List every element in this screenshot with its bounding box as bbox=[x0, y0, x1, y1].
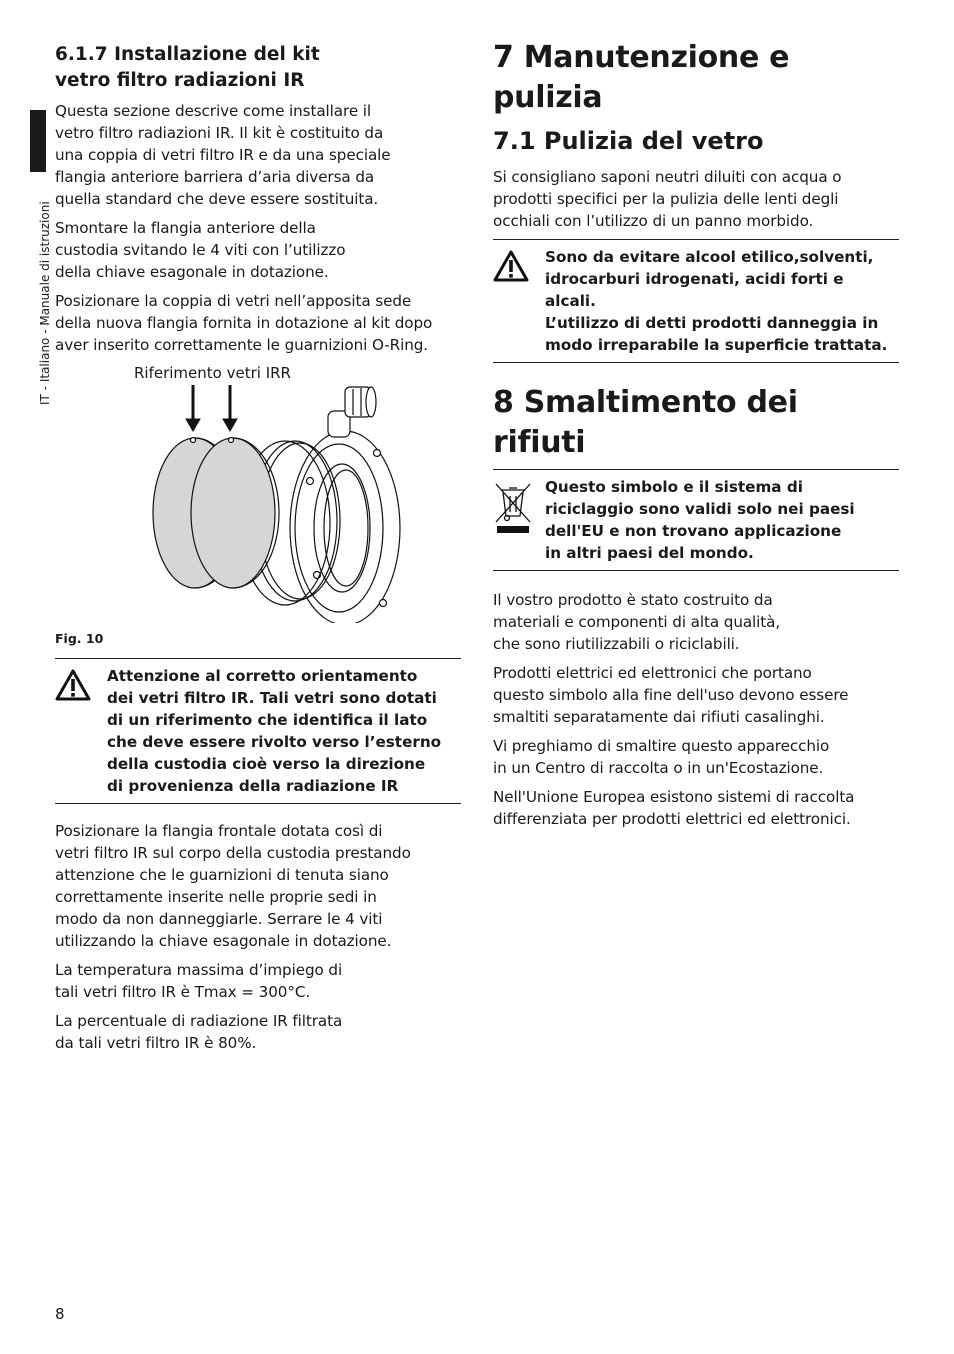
warning-triangle-icon bbox=[55, 665, 107, 705]
right-column bbox=[493, 38, 899, 837]
warning-text: Sono da evitare alcool etilico,solventi, idrocarburi idrogenati, acidi forti e alcali. L’utilizzo di detti prodotti danneggia in modo irreparabile la superficie trattata. bbox=[545, 248, 888, 354]
paragraph: Vi preghiamo di smaltire questo apparecchio in un Centro di raccolta o in un'Ecostazione. bbox=[493, 737, 830, 777]
side-label: IT - Italiano - Manuale di istruzioni bbox=[38, 201, 52, 405]
front-flange bbox=[290, 431, 400, 623]
paragraph: La temperatura massima d’impiego di tali vetri filtro IR è Tmax = 300°C. bbox=[55, 961, 343, 1001]
figure-label: Riferimento vetri IRR bbox=[134, 364, 291, 382]
paragraph: Nell'Unione Europea esistono sistemi di raccolta differenziata per prodotti elettrici ed elettronici. bbox=[493, 788, 855, 828]
ir-filter-glasses bbox=[153, 438, 279, 589]
side-tab-marker bbox=[30, 110, 46, 172]
paragraph: Smontare la flangia anteriore della custodia svitando le 4 viti con l’utilizzo della chiave esagonale in dotazione. bbox=[55, 219, 346, 281]
paragraph: Prodotti elettrici ed elettronici che portano questo simbolo alla fine dell'uso devono essere smaltiti separatamente dai rifiuti casalinghi. bbox=[493, 664, 849, 726]
figure-caption: Fig. 10 bbox=[55, 631, 104, 646]
page-number: 8 bbox=[55, 1305, 65, 1323]
chapter-heading-7: 7 Manutenzione e pulizia bbox=[493, 40, 790, 115]
left-column bbox=[55, 42, 461, 1061]
paragraph: La percentuale di radiazione IR filtrata da tali vetri filtro IR è 80%. bbox=[55, 1012, 343, 1052]
paragraph: Posizionare la flangia frontale dotata così di vetri filtro IR sul corpo della custodia prestando attenzione che le guarnizioni di tenuta siano correttamente inserite nelle proprie sedi in modo da non danneggiarle. Serrare le 4 viti utilizzando la chiave esagonale in dotazione. bbox=[55, 822, 411, 950]
chapter-heading-8: 8 Smaltimento dei rifiuti bbox=[493, 385, 798, 460]
weee-notice-text: Questo simbolo e il sistema di riciclaggio sono validi solo nei paesi dell'EU e non trovano applicazione in altri paesi del mondo. bbox=[545, 478, 855, 562]
section-heading-6-1-7: 6.1.7 Installazione del kit vetro filtro radiazioni IR bbox=[55, 44, 320, 91]
warning-triangle-icon bbox=[493, 246, 545, 286]
section-heading-7-1: 7.1 Pulizia del vetro bbox=[493, 127, 764, 155]
figure-10 bbox=[55, 363, 461, 623]
warning-text: Attenzione al corretto orientamento dei vetri filtro IR. Tali vetri sono dotati di un riferimento che identifica il lato che deve essere rivolto verso l’esterno della custodia cioè verso la direzione di provenienza della radiazione IR bbox=[107, 667, 442, 795]
ir-filter-kit-drawing bbox=[55, 363, 461, 623]
air-fitting bbox=[328, 387, 376, 437]
paragraph: Il vostro prodotto è stato costruito da materiali e componenti di alta qualità, che sono riutilizzabili o riciclabili. bbox=[493, 591, 781, 653]
reference-arrows bbox=[186, 385, 237, 431]
weee-notice-box bbox=[493, 469, 899, 571]
paragraph: Posizionare la coppia di vetri nell’apposita sede della nuova flangia fornita in dotazione al kit dopo aver inserito correttamente le guarnizioni O-Ring. bbox=[55, 292, 433, 354]
crossed-bin-icon bbox=[493, 476, 545, 540]
warning-box bbox=[493, 239, 899, 363]
paragraph: Questa sezione descrive come installare il vetro filtro radiazioni IR. Il kit è costituito da una coppia di vetri filtro IR e da una speciale flangia anteriore barriera d’aria diversa da quella standard che deve essere sostituita. bbox=[55, 102, 391, 208]
paragraph: Si consigliano saponi neutri diluiti con acqua o prodotti specifici per la pulizia delle lenti degli occhiali con l’utilizzo di un panno morbido. bbox=[493, 168, 842, 230]
warning-box bbox=[55, 658, 461, 804]
